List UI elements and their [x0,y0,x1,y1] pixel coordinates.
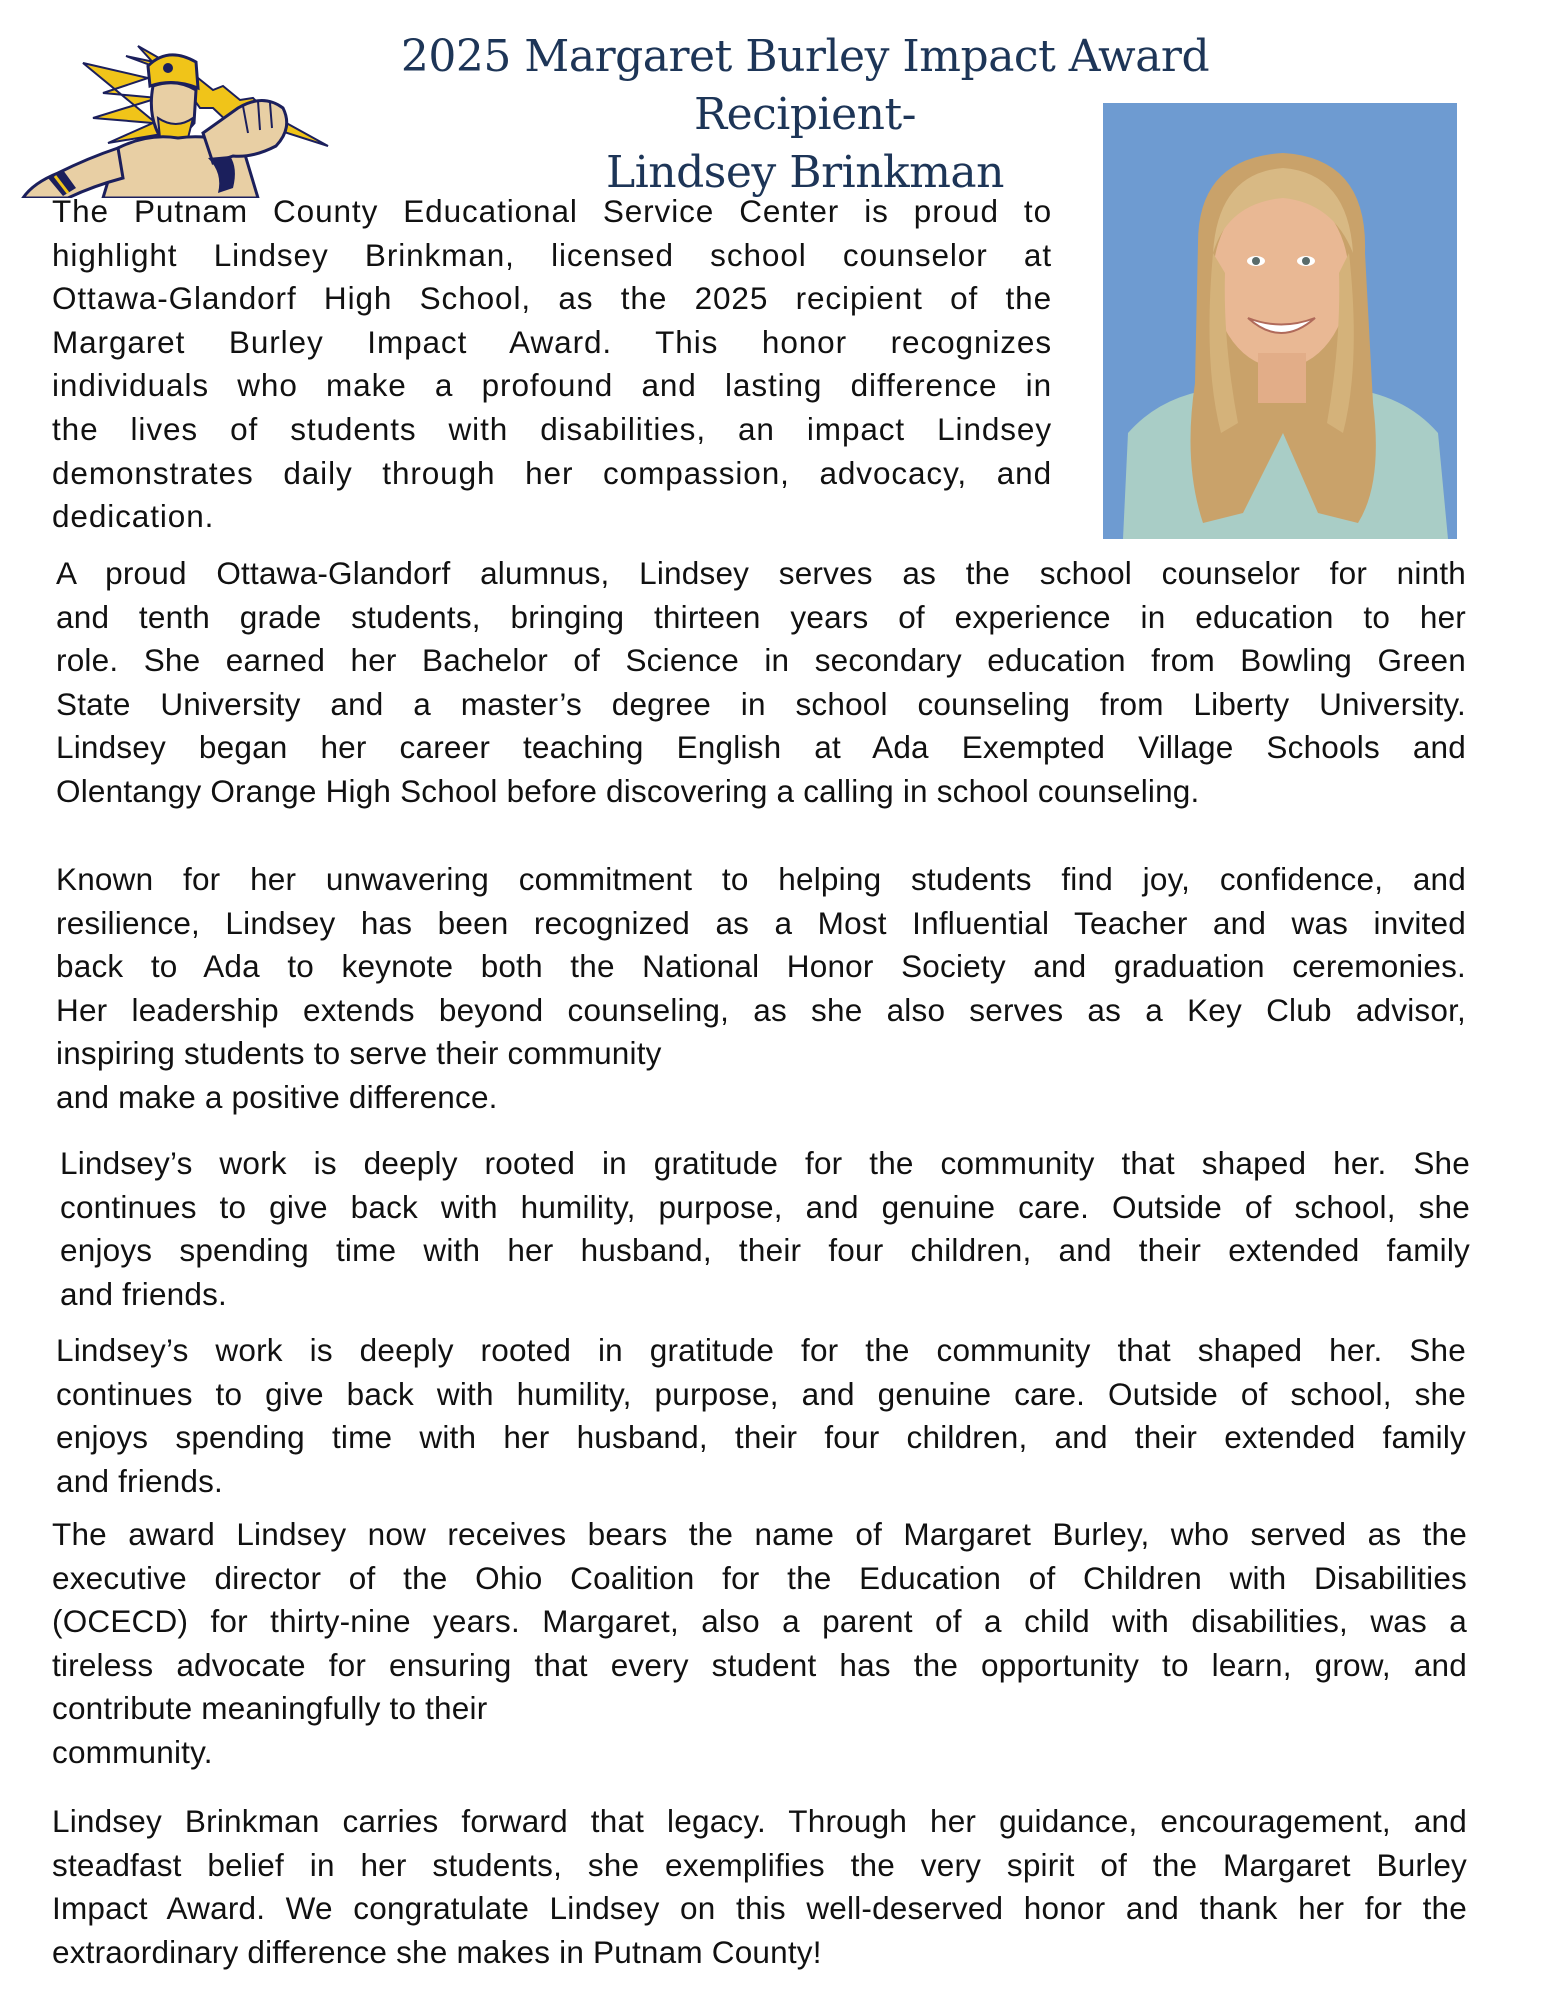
text-line: resilience, Lindsey has been recognized as a Most Influential Teacher and was invited [56,904,1466,941]
text-line: Lindsey’s work is deeply rooted in gratitude for the community that shaped her. She [60,1145,1470,1181]
title-line-2: Lindsey Brinkman [606,147,1004,198]
text-line: The Putnam County Educational Service Center is proud to [52,193,1052,229]
text-line: Lindsey Brinkman carries forward that legacy. Through her guidance, encouragement, and [52,1803,1467,1839]
recipient-photo [1103,103,1457,539]
thunder-god-mascot-icon [8,38,338,198]
text-line: Ottawa-Glandorf High School, as the 2025 recipient of the [52,280,1052,317]
text-line: continues to give back with humility, purpose, and genuine care. Outside of school, she [60,1188,1470,1225]
text-line: A proud Ottawa-Glandorf alumnus, Lindsey serves as the school counselor for ninth [56,555,1466,591]
text-line: Her leadership extends beyond counseling, as she also serves as a Key Club advisor, [56,991,1466,1028]
community-paragraph-duplicate [56,1329,1466,1503]
text-line: and tenth grade students, bringing thirteen years of experience in education to her [56,598,1466,635]
text-line: Impact Award. We congratulate Lindsey on this well-deserved honor and thank her for the [52,1890,1467,1926]
portrait-image [1103,103,1457,539]
text-line: (OCECD) for thirty-nine years. Margaret, also a parent of a child with disabilities, was a [52,1603,1467,1639]
text-line: demonstrates daily through her compassion, advocacy, and [52,454,1052,491]
text-line: dedication. [52,498,215,535]
text-line: and make a positive difference. [56,1078,498,1115]
background-paragraph [56,552,1466,813]
text-line: Margaret Burley Impact Award. This honor recognizes [52,323,1052,360]
text-line: inspiring students to serve their community [56,1035,662,1071]
text-line: community. [52,1733,213,1770]
closing-paragraph [52,1800,1467,1974]
text-line: enjoys spending time with her husband, their four children, and their extended family [56,1419,1466,1455]
text-line: Known for her unwavering commitment to helping students find joy, confidence, and [56,861,1466,897]
community-paragraph [60,1142,1470,1316]
text-line: highlight Lindsey Brinkman, licensed school counselor at [52,236,1052,273]
text-line: State University and a master’s degree in school counseling from Liberty University. [56,685,1466,722]
intro-paragraph [52,190,1052,539]
recognition-paragraph [56,858,1466,1119]
text-line: tireless advocate for ensuring that every student has the opportunity to learn, grow, and [52,1646,1467,1683]
text-line: Lindsey’s work is deeply rooted in gratitude for the community that shaped her. She [56,1332,1466,1368]
text-line: The award Lindsey now receives bears the name of Margaret Burley, who served as the [52,1516,1467,1552]
title-line-1: 2025 Margaret Burley Impact Award Recipient- [400,31,1210,140]
text-line: steadfast belief in her students, she exemplifies the very spirit of the Margaret Burley [52,1846,1467,1883]
text-line: role. She earned her Bachelor of Science in secondary education from Bowling Green [56,642,1466,678]
text-line: contribute meaningfully to their [52,1690,488,1726]
text-line: Lindsey began her career teaching English at Ada Exempted Village Schools and [56,729,1466,765]
text-line: and friends. [60,1275,228,1312]
text-line: back to Ada to keynote both the National Honor Society and graduation ceremonies. [56,948,1466,984]
text-line: and friends. [56,1462,224,1499]
text-line: enjoys spending time with her husband, their four children, and their extended family [60,1232,1470,1268]
text-line: the lives of students with disabilities, an impact Lindsey [52,410,1052,447]
text-line: continues to give back with humility, purpose, and genuine care. Outside of school, she [56,1375,1466,1412]
text-line: Olentangy Orange High School before discovering a calling in school counseling. [56,772,1200,809]
text-line: executive director of the Ohio Coalition for the Education of Children with Disabilities [52,1559,1467,1596]
award-namesake-paragraph [52,1513,1467,1774]
text-line: extraordinary difference she makes in Putnam County! [52,1933,822,1970]
text-line: individuals who make a profound and lasting difference in [52,367,1052,404]
